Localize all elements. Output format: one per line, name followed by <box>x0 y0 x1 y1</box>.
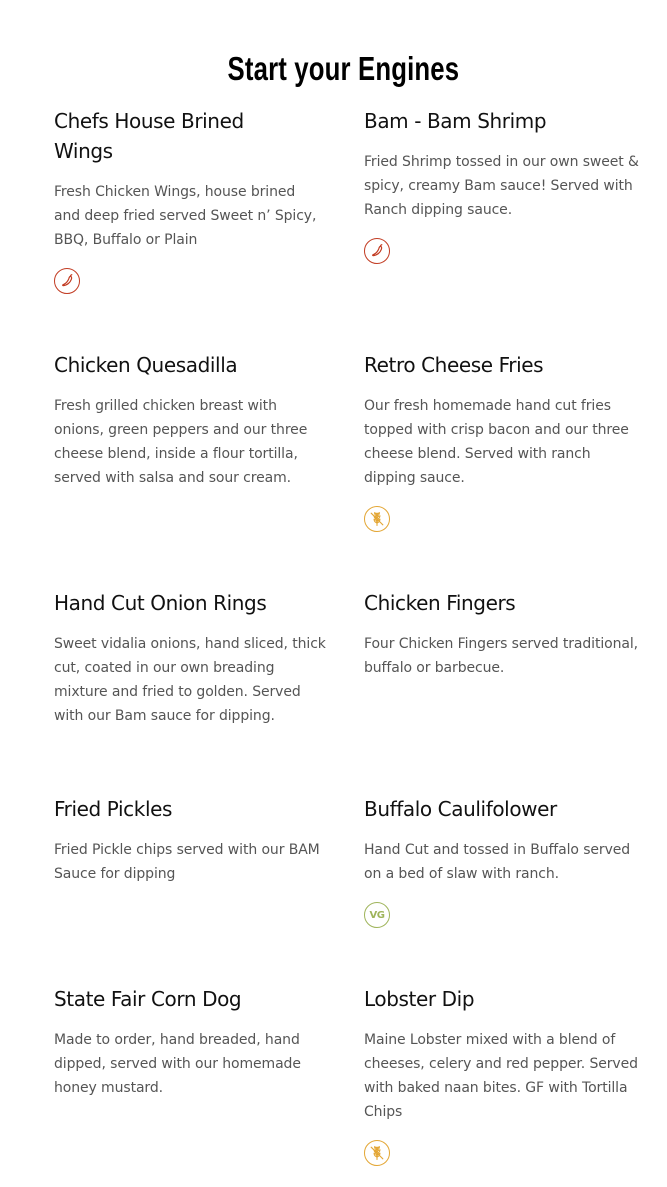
item-name: Chicken Fingers <box>364 591 516 615</box>
item-description: Sweet vidalia onions, hand sliced, thick cut, coated in our own breading mixture and fried to golden. Served with our Bam sauce for dipping. <box>54 636 326 724</box>
vegan-icon <box>364 902 390 928</box>
menu-item-retro-cheese-fries <box>364 350 644 490</box>
spicy-pepper-icon <box>364 238 390 264</box>
menu-item-chefs-house-brined-wings <box>54 106 324 252</box>
item-name: Lobster Dip <box>364 987 475 1011</box>
item-name <box>54 106 324 166</box>
item-name: State Fair Corn Dog <box>54 987 242 1011</box>
menu-item-lobster-dip <box>364 984 644 1124</box>
menu-item-fried-pickles <box>54 794 329 886</box>
section-title: Start your Engines <box>227 50 460 87</box>
item-description: Our fresh homemade hand cut fries topped with crisp bacon and our three cheese blend. Served with ranch dipping sauce. <box>364 398 629 486</box>
item-name-line-1: Chefs House Brined <box>54 109 244 133</box>
item-description: Fresh Chicken Wings, house brined and deep fried served Sweet n’ Spicy, BBQ, Buffalo or Plain <box>54 184 317 248</box>
item-description: Fresh grilled chicken breast with onions, green peppers and our three cheese blend, inside a flour tortilla, served with salsa and sour cream. <box>54 398 308 486</box>
item-name: Bam - Bam Shrimp <box>364 109 547 133</box>
item-name: Chicken Quesadilla <box>54 353 238 377</box>
item-name: Hand Cut Onion Rings <box>54 591 267 615</box>
item-name: Fried Pickles <box>54 797 173 821</box>
item-description: Made to order, hand breaded, hand dipped, served with our homemade honey mustard. <box>54 1032 301 1096</box>
item-description: Hand Cut and tossed in Buffalo served on a bed of slaw with ranch. <box>364 842 631 882</box>
item-description: Four Chicken Fingers served traditional, buffalo or barbecue. <box>364 636 639 676</box>
item-name-line-2: Wings <box>54 139 113 163</box>
item-description: Fried Shrimp tossed in our own sweet & spicy, creamy Bam sauce! Served with Ranch dipping sauce. <box>364 154 639 218</box>
item-name: Buffalo Caulifolower <box>364 797 557 821</box>
menu-item-hand-cut-onion-rings <box>54 588 329 728</box>
gluten-free-icon <box>364 1140 390 1166</box>
item-description: Maine Lobster mixed with a blend of cheeses, celery and red pepper. Served with baked naan bites. GF with Tortilla Chips <box>364 1032 638 1120</box>
menu-item-bam-bam-shrimp <box>364 106 644 222</box>
menu-item-chicken-quesadilla <box>54 350 329 490</box>
item-description: Fried Pickle chips served with our BAM Sauce for dipping <box>54 842 320 882</box>
menu-item-chicken-fingers <box>364 588 644 680</box>
spicy-pepper-icon <box>54 268 80 294</box>
menu-item-state-fair-corn-dog <box>54 984 329 1100</box>
gluten-free-icon <box>364 506 390 532</box>
menu-item-buffalo-caulifolower <box>364 794 644 886</box>
item-name: Retro Cheese Fries <box>364 353 544 377</box>
vegan-icon-label: VG <box>369 909 385 921</box>
